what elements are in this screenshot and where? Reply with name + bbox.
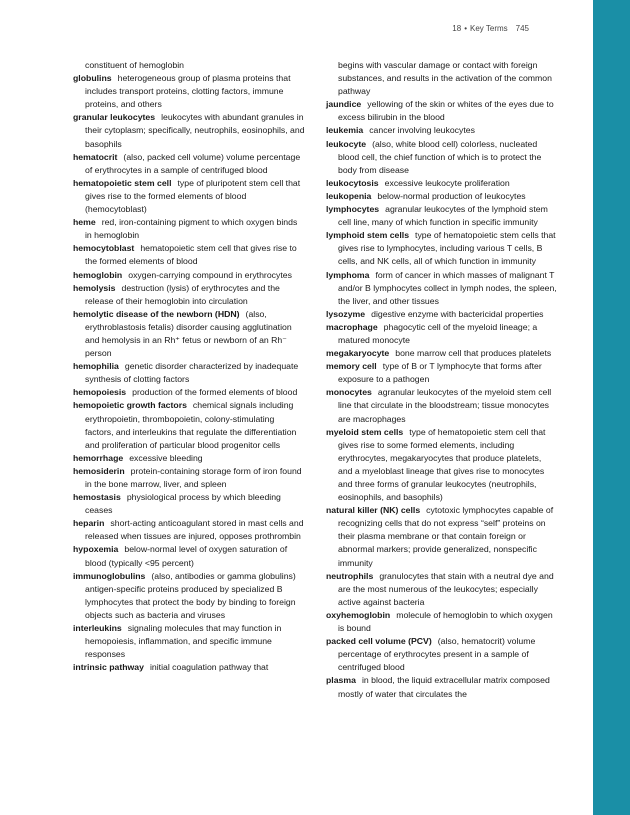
glossary-definition: yellowing of the skin or whites of the eyes due to excess bilirubin in the blood <box>338 99 554 123</box>
glossary-definition: type of hematopoietic stem cell that gives rise to some formed elements, including erythrocytes, megakaryocytes that produce platelets, and a myeloblast lineage that gives rise to monocytes and three forms of granular leukocytes (neutrophils, eosinophils, and basophils) <box>338 426 546 503</box>
glossary-definition: initial coagulation pathway that <box>149 662 269 673</box>
glossary-definition: red, iron-containing pigment to which oxygen binds in hemoglobin <box>85 217 298 241</box>
glossary-definition: short-acting anticoagulant stored in mast cells and released when tissues are injured, opposes prothrombin <box>85 518 304 542</box>
glossary-entry <box>326 426 558 505</box>
glossary-term: lymphoma <box>326 269 370 280</box>
glossary-term: natural killer (NK) cells <box>326 505 421 516</box>
glossary-entry <box>73 570 305 622</box>
glossary-definition: (also, erythroblastosis fetalis) disorder causing agglutination and hemolysis in an Rh⁺ fetus or newborn of an Rh⁻ person <box>85 308 292 359</box>
glossary-definition: agranular leukocytes of the lymphoid stem cell line, many of which function in specific immunity <box>338 204 548 228</box>
glossary-entry <box>326 269 558 308</box>
glossary-entry <box>326 609 558 635</box>
glossary-definition: signaling molecules that may function in hemopoiesis, inflammation, and specific immune responses <box>85 623 282 660</box>
glossary-term: megakaryocyte <box>326 348 390 359</box>
glossary-term: memory cell <box>326 361 377 372</box>
glossary-term: heparin <box>73 518 105 529</box>
glossary-column-right <box>326 59 558 701</box>
glossary-entry <box>73 242 305 268</box>
page-number: 745 <box>515 24 529 33</box>
glossary-entry <box>326 98 558 124</box>
glossary-entry <box>326 190 558 203</box>
glossary-entry <box>73 543 305 569</box>
section-title: Key Terms <box>470 24 508 33</box>
glossary-definition: heterogeneous group of plasma proteins that includes transport proteins, clotting factors, immune proteins, and others <box>85 73 291 110</box>
glossary-definition: protein-containing storage form of iron found in the bone marrow, liver, and spleen <box>85 465 302 489</box>
glossary-term: hemostasis <box>73 492 121 503</box>
glossary-term: hemophilia <box>73 361 119 372</box>
glossary-entry <box>326 177 558 190</box>
glossary-definition: physiological process by which bleeding ceases <box>85 492 281 516</box>
glossary-term: heme <box>73 217 96 228</box>
glossary-term: hemolytic disease of the newborn (HDN) <box>73 308 240 319</box>
glossary-entry <box>73 517 305 543</box>
glossary-definition: oxygen-carrying compound in erythrocytes <box>128 269 292 280</box>
glossary-term: hemosiderin <box>73 465 125 476</box>
glossary-term: lymphocytes <box>326 204 380 215</box>
running-head <box>0 24 529 33</box>
glossary-term: hemopoiesis <box>73 387 127 398</box>
glossary-definition: begins with vascular damage or contact with foreign substances, and results in the activation of the common pathway <box>338 60 552 97</box>
glossary-definition: constituent of hemoglobin <box>85 60 185 70</box>
chapter-color-bar <box>593 0 630 815</box>
glossary-term: macrophage <box>326 321 378 332</box>
glossary-term: jaundice <box>326 99 362 110</box>
glossary-entry <box>326 203 558 229</box>
chapter-number: 18 <box>452 24 462 33</box>
glossary-definition: in blood, the liquid extracellular matrix composed mostly of water that circulates the <box>338 675 550 699</box>
glossary-entry <box>326 124 558 137</box>
glossary-term: hemorrhage <box>73 452 124 463</box>
glossary-definition: genetic disorder characterized by inadequate synthesis of clotting factors <box>85 361 299 385</box>
glossary-definition: chemical signals including erythropoietin, thrombopoietin, colony-stimulating factors, and interleukins that regulate the differentiation and proliferation of particular blood progenitor cells <box>85 400 297 450</box>
glossary-term: hematopoietic stem cell <box>73 177 172 188</box>
glossary-definition: (also, packed cell volume) volume percentage of erythrocytes in a sample of centrifuged blood <box>85 151 301 175</box>
glossary-definition: (also, white blood cell) colorless, nucleated blood cell, the chief function of which is to protect the body from disease <box>338 138 542 175</box>
glossary-entry <box>73 661 305 674</box>
glossary-entry <box>326 229 558 268</box>
glossary-term: hematocrit <box>73 151 118 162</box>
glossary-entry <box>326 308 558 321</box>
glossary-entry <box>326 360 558 386</box>
glossary-entry <box>73 216 305 242</box>
glossary-definition: below-normal production of leukocytes <box>377 190 526 201</box>
glossary-term: hemolysis <box>73 282 116 293</box>
glossary-definition: cancer involving leukocytes <box>369 125 475 136</box>
glossary-entry <box>73 452 305 465</box>
glossary-entry <box>73 111 305 150</box>
glossary-entry <box>326 635 558 674</box>
glossary-term: myeloid stem cells <box>326 426 404 437</box>
glossary-entry <box>73 622 305 661</box>
glossary-definition: excessive leukocyte proliferation <box>384 177 510 188</box>
glossary-term: hypoxemia <box>73 544 119 555</box>
glossary-term: lymphoid stem cells <box>326 230 410 241</box>
glossary-entry <box>73 151 305 177</box>
glossary-entry <box>326 321 558 347</box>
glossary-term: leukocyte <box>326 138 367 149</box>
glossary-definition: form of cancer in which masses of malignant T and/or B lymphocytes collect in lymph nodes, the spleen, the liver, and other tissues <box>338 269 557 306</box>
glossary-term: hemoglobin <box>73 269 123 280</box>
glossary-entry <box>73 386 305 399</box>
glossary-definition: excessive bleeding <box>129 452 203 463</box>
glossary-term: leukocytosis <box>326 177 379 188</box>
glossary-entry <box>73 72 305 111</box>
glossary-entry <box>326 386 558 425</box>
glossary-term: packed cell volume (PCV) <box>326 636 432 647</box>
glossary-definition: (also, hematocrit) volume percentage of erythrocytes present in a sample of centrifuged blood <box>338 636 536 673</box>
glossary-entry <box>73 282 305 308</box>
glossary-entry <box>73 399 305 451</box>
glossary-entry <box>326 570 558 609</box>
glossary-entry <box>326 347 558 360</box>
glossary-term: leukopenia <box>326 190 372 201</box>
glossary-term: leukemia <box>326 125 364 136</box>
glossary-entry <box>73 360 305 386</box>
glossary-term: plasma <box>326 675 356 686</box>
glossary-definition: below-normal level of oxygen saturation of blood (typically <95 percent) <box>85 544 288 568</box>
glossary-entry <box>326 138 558 177</box>
glossary-column-left <box>73 59 305 674</box>
glossary-definition: granulocytes that stain with a neutral dye and are the most numerous of the leukocytes; especially active against bacteria <box>338 570 554 607</box>
glossary-definition: molecule of hemoglobin to which oxygen is bound <box>338 609 553 634</box>
glossary-entry <box>73 308 305 360</box>
glossary-definition: (also, antibodies or gamma globulins) antigen-specific proteins produced by specialized B lymphocytes that protect the body by binding to foreign objects such as bacteria and viruses <box>85 570 296 620</box>
glossary-definition: type of pluripotent stem cell that gives rise to the formed elements of blood (hemocytoblast) <box>85 177 301 215</box>
glossary-definition: hematopoietic stem cell that gives rise to the formed elements of blood <box>85 243 297 267</box>
glossary-definition: type of hematopoietic stem cells that gives rise to lymphocytes, including various T cells, B cells, and NK cells, all of which function in immunity <box>338 230 556 267</box>
glossary-entry <box>326 59 558 98</box>
glossary-term: intrinsic pathway <box>73 662 144 673</box>
glossary-entry <box>326 674 558 700</box>
glossary-term: immunoglobulins <box>73 570 146 581</box>
glossary-entry <box>73 177 305 216</box>
glossary-term: oxyhemoglobin <box>326 609 391 620</box>
glossary-entry <box>73 465 305 491</box>
glossary-definition: production of the formed elements of blood <box>132 387 298 398</box>
glossary-definition: digestive enzyme with bactericidal properties <box>371 308 544 319</box>
glossary-definition: destruction (lysis) of erythrocytes and the release of their hemoglobin into circulation <box>85 282 280 306</box>
glossary-definition: bone marrow cell that produces platelets <box>395 348 552 359</box>
glossary-definition: phagocytic cell of the myeloid lineage; a matured monocyte <box>338 321 538 345</box>
glossary-term: monocytes <box>326 387 372 398</box>
glossary-entry <box>326 504 558 569</box>
glossary-definition: type of B or T lymphocyte that forms after exposure to a pathogen <box>338 361 542 385</box>
glossary-entry <box>73 269 305 282</box>
glossary-term: interleukins <box>73 623 122 634</box>
glossary-definition: agranular leukocytes of the myeloid stem cell line that circulate in the bloodstream; tissue monocytes are macrophages <box>338 387 552 424</box>
glossary-term: hemocytoblast <box>73 243 135 254</box>
header-separator: • <box>464 24 467 33</box>
glossary-term: neutrophils <box>326 570 374 581</box>
glossary-entry <box>73 59 305 72</box>
glossary-term: hemopoietic growth factors <box>73 400 187 411</box>
glossary-definition: cytotoxic lymphocytes capable of recognizing cells that do not express “self” proteins on their plasma membrane or that contain foreign or abnormal markers; provide generalized, nonspecific immunity <box>338 505 554 568</box>
glossary-term: granular leukocytes <box>73 112 156 123</box>
glossary-entry <box>73 491 305 517</box>
glossary-definition: leukocytes with abundant granules in their cytoplasm; specifically, neutrophils, eosinophils, and basophils <box>85 112 305 149</box>
glossary-term: lysozyme <box>326 308 366 319</box>
glossary-term: globulins <box>73 73 112 84</box>
